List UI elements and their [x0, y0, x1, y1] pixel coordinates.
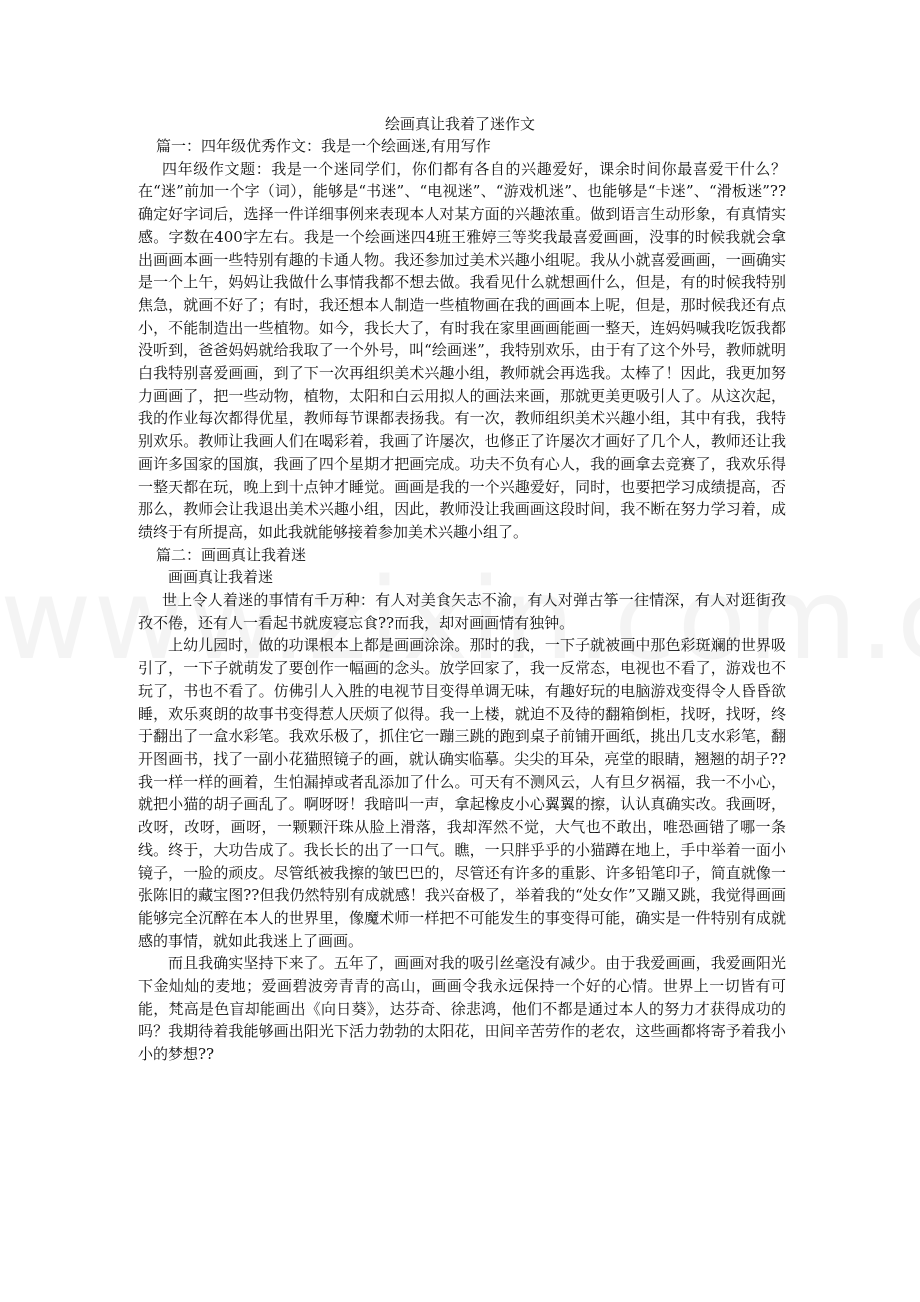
- document-title: 绘画真让我着了迷作文: [384, 115, 535, 133]
- paragraph-4: 而且我确实坚持下来了。五年了，画画对我的吸引丝毫没有减少。由于我爱画画，我爱画阳光下金灿灿的麦地；爱画碧波旁青青的高山，画画令我永远保持一个好的心情。世界上一切皆有可能，梵高是色盲却能画出《向日葵》，达芬奇、徐悲鸿，他们不都是通过本人的努力才获得成功的吗？我期待着我能够画出阳光下活力勃勃的太阳花，田间辛苦劳作的老农，这些画都将寄予着我小小的梦想??: [138, 954, 786, 1064]
- paragraph-1: 四年级作文题：我是一个迷同学们，你们都有各自的兴趣爱好，课余时间你最喜爱干什么？在“迷”前加一个字（词），能够是“书迷”、“电视迷”、“游戏机迷”、也能够是“卡迷”、“滑板迷”??确定好字词后，选择一件详细事例来表现本人对某方面的兴趣浓重。做到语言生动形象，有真情实感。字数在400字左右。我是一个绘画迷四4班王雅婷三等奖我最喜爱画画，没事的时候我就会拿出画画本画一些特别有趣的卡通人物。我还参加过美术兴趣小组呢。我从小就喜爱画画，一画确实是一个上午，妈妈让我做什么事情我都不想去做。我看见什么就想画什么，但是，有的时候我特别焦急，就画不好了；有时，我还想本人制造一些植物画在我的画画本上呢，但是，那时候我还有点小，不能制造出一些植物。如今，我长大了，有时我在家里画画能画一整天，连妈妈喊我吃饭我都没听到，爸爸妈妈就给我取了一个外号，叫“绘画迷”，我特别欢乐，由于有了这个外号，教师就明白我特别喜爱画画，到了下一次再组织美术兴趣小组，教师就会再选我。太棒了！因此，我更加努力画画了，把一些动物，植物，太阳和白云用拟人的画法来画，那就更美更吸引人了。从这次起，我的作业每次都得优星，教师每节课都表扬我。有一次，教师组织美术兴趣小组，其中有我，我特别欢乐。教师让我画人们在喝彩着，我画了许屡次，也修正了许屡次才画好了几个人，教师还让我画许多国家的国旗，我画了四个星期才把画完成。功夫不负有心人，我的画拿去竞赛了，我欢乐得一整天都在玩，晚上到十点钟才睡觉。画画是我的一个兴趣爱好，同时，也要把学习成绩提高，否那么，教师会让我退出美术兴趣小组，因此，教师没让我画画这段时间，我不断在努力学习着，成绩终于有所提高，如此我就能够接着参加美术兴趣小组了。: [138, 159, 786, 541]
- document-body: [138, 135, 786, 1066]
- section-heading-2: 篇二：画画真让我着迷: [156, 545, 307, 564]
- paragraph-3: 上幼儿园时，做的功课根本上都是画画涂涂。那时的我，一下子就被画中那色彩斑斓的世界吸引了，一下子就萌发了要创作一幅画的念头。放学回家了，我一反常态，电视也不看了，游戏也不玩了，书也不看了。仿佛引人入胜的电视节目变得单调无味，有趣好玩的电脑游戏变得令人昏昏欲睡，欢乐爽朗的故事书变得惹人厌烦了似得。我一上楼，就迫不及待的翻箱倒柜，找呀，找呀，终于翻出了一盒水彩笔。我欢乐极了，抓住它一蹦三跳的跑到桌子前铺开画纸，挑出几支水彩笔，翻开图画书，找了一副小花猫照镜子的画，就认确实临摹。尖尖的耳朵，亮堂的眼睛，翘翘的胡子??我一样一样的画着，生怕漏掉或者乱添加了什么。可天有不测风云，人有旦夕祸福，我一不小心，就把小猫的胡子画乱了。啊呀呀！我暗叫一声，拿起橡皮小心翼翼的擦，认认真确实改。我画呀，改呀，改呀，画呀，一颗颗汗珠从脸上滑落，我却浑然不觉，大气也不敢出，唯恐画错了哪一条线。终于，大功告成了。我长长的出了一口气。瞧，一只胖乎乎的小猫蹲在地上，手中举着一面小镜子，一脸的顽皮。尽管纸被我擦的皱巴巴的，尽管还有许多的重影、许多铅笔印子，简直就像一张陈旧的藏宝图??但我仍然特别有成就感！我兴奋极了，举着我的“处女作”又蹦又跳，我觉得画画能够完全沉醉在本人的世界里，像魔术师一样把不可能发生的事变得可能，确实是一件特别有成就感的事情，就如此我迷上了画画。: [138, 636, 786, 950]
- paragraph-2: 世上令人着迷的事情有千万种：有人对美食矢志不渝，有人对弹古筝一往情深，有人对逛街孜孜不倦，还有人一看起书就废寝忘食??而我，却对画画情有独钟。: [138, 591, 786, 632]
- section-heading-1: 篇一：四年级优秀作文：我是一个绘画迷,有用写作: [156, 137, 491, 155]
- subtitle: 画画真让我着迷: [168, 568, 274, 587]
